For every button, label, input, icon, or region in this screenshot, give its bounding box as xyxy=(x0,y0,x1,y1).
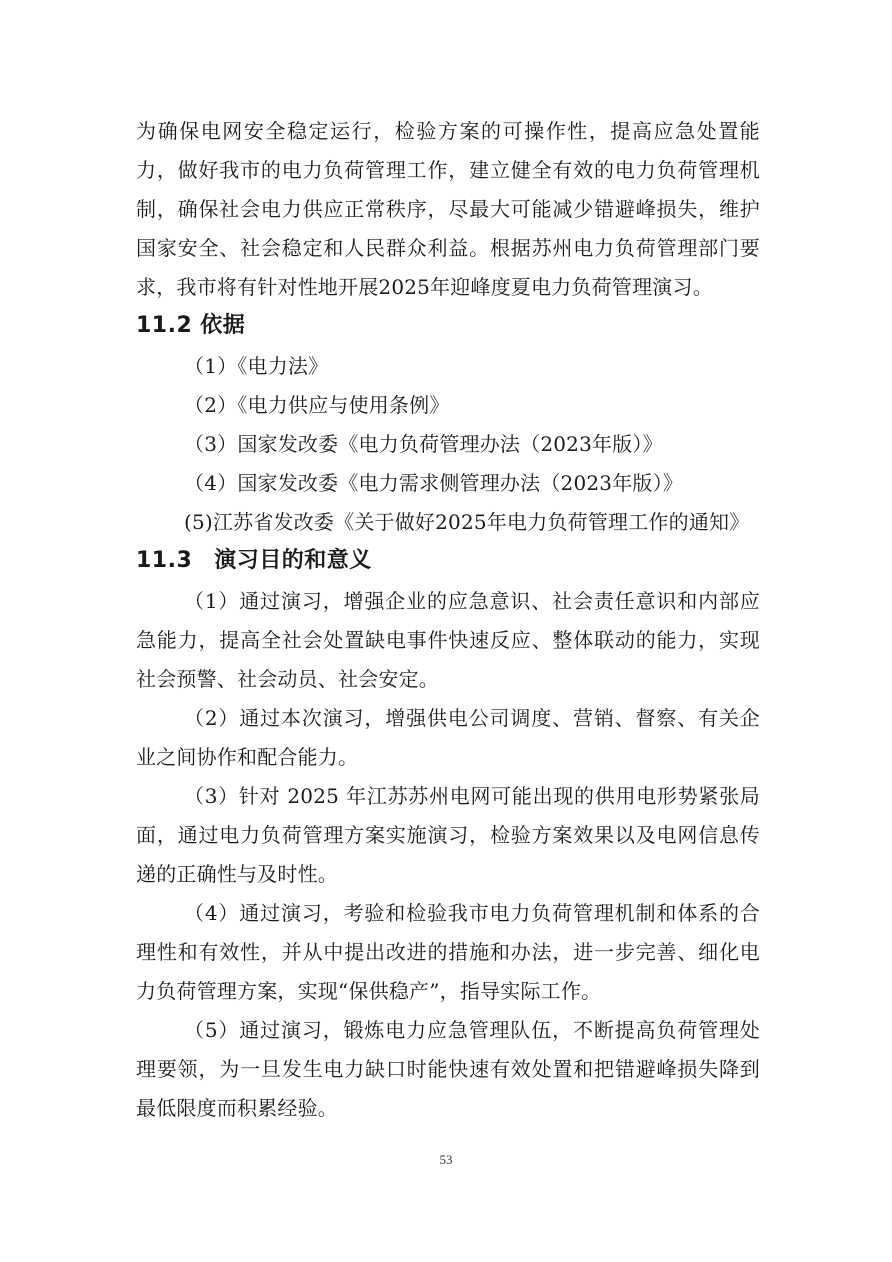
page-number: 53 xyxy=(439,1152,453,1167)
section-heading-11-2 xyxy=(136,307,760,345)
section-number: 11.2 xyxy=(136,313,193,338)
intro-paragraph: 为确保电网安全稳定运行，检验方案的可操作性，提高应急处置能力，做好我市的电力负荷管理工作，建立健全有效的电力负荷管理机制，确保社会电力供应正常秩序，尽最大可能减少错避峰损失，维护国家安全、社会稳定和人民群众利益。根据苏州电力负荷管理部门要求，我市将有针对性地开展2025年迎峰度夏电力负荷管理演习。 xyxy=(136,119,760,299)
basis-item: (5)江苏省发改委《关于做好2025年电力负荷管理工作的通知》 xyxy=(184,510,750,534)
purpose-paragraph: （2）通过本次演习，增强供电公司调度、营销、督察、有关企业之间协作和配合能力。 xyxy=(136,706,760,769)
section-title: 依据 xyxy=(200,313,246,338)
basis-item: （2）《电力供应与使用条例》 xyxy=(184,393,450,417)
purpose-paragraph: （1）通过演习，增强企业的应急意识、社会责任意识和内部应急能力，提高全社会处置缺电事件快速反应、整体联动的能力，实现社会预警、社会动员、社会安定。 xyxy=(136,589,760,691)
section-title: 演习目的和意义 xyxy=(214,548,372,573)
section-number: 11.3 xyxy=(136,548,193,573)
section-heading-11-3 xyxy=(136,542,760,580)
basis-item: （4）国家发改委《电力需求侧管理办法（2023年版）》 xyxy=(184,471,684,495)
purpose-paragraph: （5）通过演习，锻炼电力应急管理队伍，不断提高负荷管理处理要领，为一旦发生电力缺口时能快速有效处置和把错避峰损失降到最低限度而积累经验。 xyxy=(136,1018,760,1120)
page-content xyxy=(136,112,760,1128)
basis-list xyxy=(136,347,760,542)
purpose-paragraph: （3）针对 2025 年江苏苏州电网可能出现的供用电形势紧张局面，通过电力负荷管理方案实施演习，检验方案效果以及电网信息传递的正确性与及时性。 xyxy=(136,784,760,886)
basis-item: （3）国家发改委《电力负荷管理办法（2023年版）》 xyxy=(184,432,663,456)
basis-item: （1）《电力法》 xyxy=(184,354,329,378)
purpose-list xyxy=(136,582,760,1128)
purpose-paragraph: （4）通过演习，考验和检验我市电力负荷管理机制和体系的合理性和有效性，并从中提出改进的措施和办法，进一步完善、细化电力负荷管理方案，实现“保供稳产”，指导实际工作。 xyxy=(136,901,760,1003)
